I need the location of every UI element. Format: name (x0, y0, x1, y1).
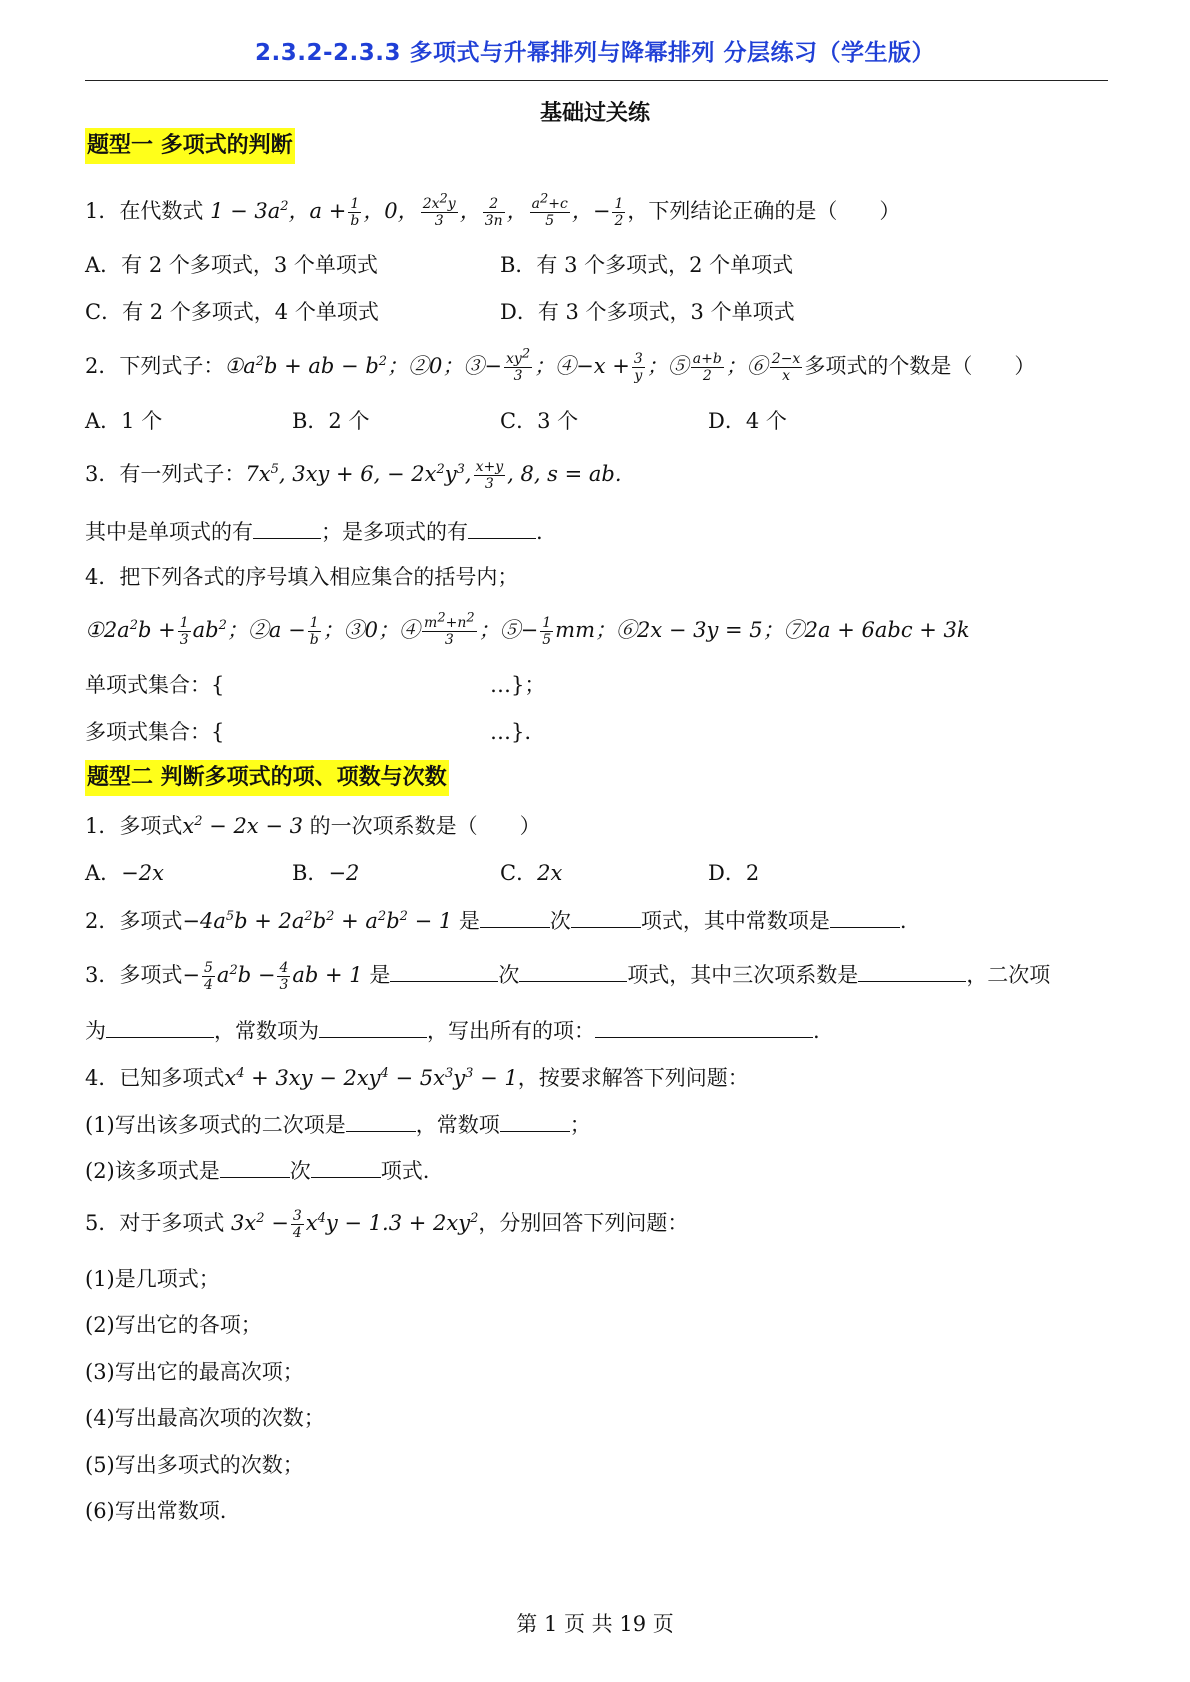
header-divider (85, 80, 1108, 81)
polynomial-set-row (85, 717, 1108, 747)
prompt-text: ，二次项 (966, 963, 1051, 987)
prompt-text: . (536, 520, 543, 544)
question-text: 多项式的个数是（ ） (804, 354, 1036, 378)
question-number: 2．下列式子： (85, 354, 225, 378)
answer-blank[interactable] (311, 1155, 381, 1178)
math-expression: $①2a^2b$ + $\frac{1}{3}$ $ab^2$；②a − $\frac{1}{b}$ ；③0；④ $\frac{m^2+n^2}{3}$ ；⑤− $\frac{1}{5}$ mm；⑥2x − 3y = 5；⑦2a + 6abc + 3k (85, 610, 970, 648)
prompt-text: ，写出所有的项： (427, 1019, 595, 1043)
monomial-set-end: …}； (490, 673, 546, 697)
monomial-set-label: 单项式集合：{ (85, 673, 225, 697)
section-subtitle: 基础过关练 (539, 101, 650, 126)
option-d[interactable]: D．2 (708, 861, 760, 885)
question-1-3 (85, 459, 622, 492)
answer-blank[interactable] (468, 516, 536, 539)
question-1-4: 4．把下列各式的序号填入相应集合的括号内； (85, 565, 519, 589)
question-number: 1．多项式 (85, 814, 183, 838)
question-2-2 (85, 905, 907, 936)
math-expression: − $\frac{5}{4}$ $a^2b$ − $\frac{4}{3}$ ab + 1 (182, 960, 370, 993)
monomial-set-row (85, 670, 1108, 700)
math-expression: $-4a^5b + 2a^2b^2 + a^2b^2 - 1$ (182, 909, 459, 933)
options-row-1 (85, 250, 1108, 280)
answer-blank[interactable] (480, 905, 550, 928)
question-text: ，按要求解答下列问题： (517, 1066, 749, 1090)
prompt-text: 次 (289, 1159, 311, 1183)
question-number: 5．对于多项式 (85, 1211, 225, 1235)
math-expression: $①a^2b$ + ab − $b^2$；②0；③− $\frac{xy^2}{3}$ ；④−x + $\frac{3}{y}$ ；⑤ $\frac{a+b}{2}$ ；⑥ $\frac{2-x}{x}$ (224, 346, 801, 384)
question-2-4-part1 (85, 1109, 591, 1140)
option-a[interactable]: A．有 2 个多项式，3 个单项式 (85, 253, 378, 277)
question-2-5-part: (2)写出它的各项； (85, 1313, 262, 1337)
answer-blank[interactable] (858, 959, 966, 982)
answer-blank[interactable] (519, 959, 627, 982)
option-a[interactable]: A．−2x (85, 861, 164, 885)
question-text: ，下列结论正确的是（ ） (627, 199, 901, 223)
question-2-4 (85, 1063, 749, 1093)
option-b[interactable]: B．−2 (292, 861, 360, 885)
prompt-text: . (899, 909, 907, 933)
question-number: 4．已知多项式 (85, 1066, 225, 1090)
question-2-5-part: (3)写出它的最高次项； (85, 1360, 304, 1384)
prompt-text: 次 (549, 909, 571, 933)
polynomial-set-end: …}. (490, 720, 532, 744)
prompt-text: 次 (498, 963, 520, 987)
polynomial-set-label: 多项式集合：{ (85, 720, 225, 744)
options-row-2 (85, 297, 1108, 327)
question-2-3-cont (85, 1015, 820, 1046)
prompt-text: ； (569, 1113, 591, 1137)
question-1-1 (85, 191, 901, 229)
question-1-3-answer (85, 516, 543, 547)
answer-blank[interactable] (220, 1155, 290, 1178)
answer-blank[interactable] (346, 1109, 416, 1132)
question-2-5-part: (5)写出多项式的次数； (85, 1453, 304, 1477)
prompt-text: 是 (369, 963, 391, 987)
prompt-text: 项式，其中常数项是 (640, 909, 830, 933)
option-a[interactable]: A．1 个 (85, 409, 163, 433)
option-c[interactable]: C．3 个 (500, 409, 579, 433)
prompt-text: (1)写出该多项式的二次项是 (85, 1113, 346, 1137)
math-expression: $x^4 + 3xy - 2xy^4 - 5x^3y^3 - 1$ (224, 1066, 518, 1090)
option-c[interactable]: C．有 2 个多项式，4 个单项式 (85, 300, 379, 324)
question-number: 2．多项式 (85, 909, 183, 933)
prompt-text: ，常数项为 (214, 1019, 319, 1043)
prompt-text: 项式，其中三次项系数是 (627, 963, 859, 987)
prompt-text: 其中是单项式的有 (85, 520, 253, 544)
answer-blank[interactable] (106, 1015, 214, 1038)
question-text: ，分别回答下列问题： (478, 1211, 689, 1235)
option-d[interactable]: D．有 3 个多项式，3 个单项式 (500, 300, 795, 324)
document-title: 2.3.2-2.3.3 多项式与升幂排列与降幂排列 分层练习（学生版） (254, 40, 936, 66)
options-row-3 (85, 406, 1108, 436)
question-number: 3．多项式 (85, 963, 183, 987)
option-b[interactable]: B．2 个 (292, 409, 370, 433)
option-c[interactable]: C．2x (500, 861, 563, 885)
section-heading-2: 题型二 判断多项式的项、项数与次数 (85, 760, 449, 796)
question-2-5-part: (4)写出最高次项的次数； (85, 1406, 325, 1430)
math-expression: $1 - 3a^2$，a + $\frac{1}{b}$ ，0， $\frac{2x^2y}{3}$ ， $\frac{2}{3n}$ ， $\frac{a^2+c}{5}$ ，− $\frac{1}{2}$ (210, 191, 624, 229)
page-footer: 第 1 页 共 19 页 (516, 1612, 674, 1636)
answer-blank[interactable] (571, 905, 641, 928)
math-expression: $x^2 - 2x - 3$ (182, 814, 310, 838)
question-2-5-part: (6)写出常数项. (85, 1499, 227, 1523)
option-d[interactable]: D．4 个 (708, 409, 787, 433)
options-row-4 (85, 858, 1108, 888)
question-2-5-part: (1)是几项式； (85, 1267, 220, 1291)
answer-blank[interactable] (500, 1109, 570, 1132)
prompt-text: ，常数项 (415, 1113, 500, 1137)
question-2-1 (85, 811, 541, 841)
question-2-5 (85, 1208, 688, 1241)
answer-blank[interactable] (390, 959, 498, 982)
answer-blank[interactable] (830, 905, 900, 928)
question-2-3 (85, 959, 1050, 993)
option-b[interactable]: B．有 3 个多项式，2 个单项式 (500, 253, 794, 277)
prompt-text: 为 (85, 1019, 106, 1043)
math-expression: $7x^5$, 3xy + 6, − $2x^2y^3$, $\frac{x+y}{3}$ , 8, s = ab. (245, 459, 622, 492)
prompt-text: . (813, 1019, 820, 1043)
question-2-4-part2 (85, 1155, 429, 1186)
prompt-text: 是 (458, 909, 480, 933)
question-1-4-expressions (85, 610, 970, 648)
question-number: 1．在代数式 (85, 199, 204, 223)
prompt-text: ；是多项式的有 (321, 520, 468, 544)
prompt-text: 项式. (380, 1159, 430, 1183)
answer-blank[interactable] (253, 516, 321, 539)
answer-blank[interactable] (595, 1015, 813, 1038)
question-text: 的一次项系数是（ ） (309, 814, 541, 838)
question-1-2 (85, 346, 1036, 384)
answer-blank[interactable] (319, 1015, 427, 1038)
section-heading-1: 题型一 多项式的判断 (85, 128, 295, 164)
prompt-text: (2)该多项式是 (85, 1159, 220, 1183)
math-expression: $3x^2$ − $\frac{3}{4}$ $x^4y - 1.3 + 2xy^2$ (224, 1208, 479, 1241)
question-number: 3．有一列式子： (85, 462, 246, 486)
